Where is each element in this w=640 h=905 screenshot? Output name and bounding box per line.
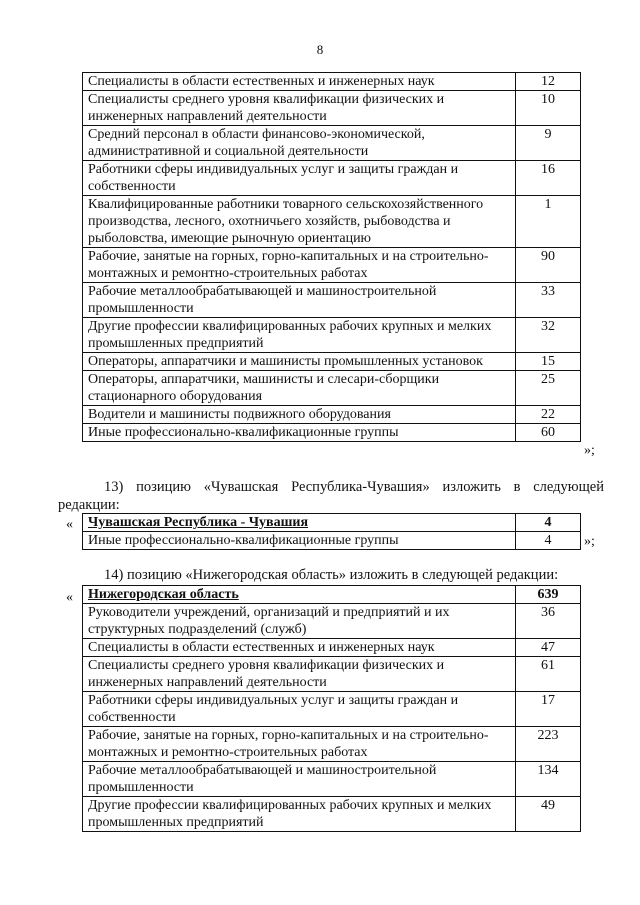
row-value: 22	[516, 406, 581, 424]
row-label: Операторы, аппаратчики, машинисты и слесари-сборщики стационарного оборудования	[83, 371, 516, 406]
row-label: Специалисты среднего уровня квалификации физических и инженерных направлений деятельности	[83, 91, 516, 126]
opening-quote-mark: «	[66, 590, 73, 605]
row-value: 223	[516, 727, 581, 762]
row-value: 60	[516, 424, 581, 442]
table-row	[83, 604, 581, 639]
row-value: 36	[516, 604, 581, 639]
closing-quote-mark: »;	[584, 534, 595, 549]
table-row	[83, 727, 581, 762]
table-row	[83, 126, 581, 161]
table-row	[83, 762, 581, 797]
region-name: Нижегородская область	[83, 586, 516, 604]
row-label: Работники сферы индивидуальных услуг и защиты граждан и собственности	[83, 692, 516, 727]
closing-quote-mark: »;	[584, 443, 595, 458]
table-row	[83, 73, 581, 91]
row-value: 32	[516, 318, 581, 353]
table-row	[83, 196, 581, 248]
row-label: Руководители учреждений, организаций и предприятий и их структурных подразделений (служб)	[83, 604, 516, 639]
table-row	[83, 692, 581, 727]
row-label: Иные профессионально-квалификационные группы	[83, 424, 516, 442]
table-row	[83, 353, 581, 371]
row-value: 25	[516, 371, 581, 406]
table-row	[83, 424, 581, 442]
row-label: Квалифицированные работники товарного сельскохозяйственного производства, лесного, охотничьего хозяйств, рыбоводства и рыболовства, имеющие рыночную ориентацию	[83, 196, 516, 248]
region-total: 639	[516, 586, 581, 604]
region-name: Чувашская Республика - Чувашия	[83, 514, 516, 532]
occupation-table-continued	[82, 72, 581, 442]
row-value: 90	[516, 248, 581, 283]
table-row	[83, 283, 581, 318]
row-label: Операторы, аппаратчики и машинисты промышленных установок	[83, 353, 516, 371]
table-row	[83, 248, 581, 283]
row-value: 61	[516, 657, 581, 692]
row-label: Работники сферы индивидуальных услуг и защиты граждан и собственности	[83, 161, 516, 196]
row-label: Средний персонал в области финансово-экономической, административной и социальной деятельности	[83, 126, 516, 161]
table-row	[83, 91, 581, 126]
row-value: 15	[516, 353, 581, 371]
row-value: 33	[516, 283, 581, 318]
row-value: 9	[516, 126, 581, 161]
row-label: Рабочие металлообрабатывающей и машиностроительной промышленности	[83, 762, 516, 797]
row-label: Водители и машинисты подвижного оборудования	[83, 406, 516, 424]
row-label: Специалисты среднего уровня квалификации физических и инженерных направлений деятельности	[83, 657, 516, 692]
row-value: 12	[516, 73, 581, 91]
row-label: Специалисты в области естественных и инженерных наук	[83, 73, 516, 91]
row-value: 17	[516, 692, 581, 727]
paragraph-13-line-1: 13) позицию «Чувашская Республика-Чувашия» изложить в следующей	[104, 479, 604, 495]
table-row	[83, 161, 581, 196]
row-label: Специалисты в области естественных и инженерных наук	[83, 639, 516, 657]
row-value: 4	[516, 532, 581, 550]
row-value: 49	[516, 797, 581, 832]
row-label: Другие профессии квалифицированных рабочих крупных и мелких промышленных предприятий	[83, 318, 516, 353]
table-row	[83, 797, 581, 832]
row-value: 16	[516, 161, 581, 196]
page-number: 8	[316, 42, 324, 57]
table-row	[83, 639, 581, 657]
table-row	[83, 406, 581, 424]
row-value: 134	[516, 762, 581, 797]
row-label: Рабочие металлообрабатывающей и машиностроительной промышленности	[83, 283, 516, 318]
row-value: 10	[516, 91, 581, 126]
paragraph-14: 14) позицию «Нижегородская область» изложить в следующей редакции:	[104, 567, 559, 583]
table-row-header	[83, 514, 581, 532]
table-row	[83, 371, 581, 406]
opening-quote-mark: «	[66, 517, 73, 532]
table-row	[83, 532, 581, 550]
row-label: Другие профессии квалифицированных рабочих крупных и мелких промышленных предприятий	[83, 797, 516, 832]
row-label: Рабочие, занятые на горных, горно-капитальных и на строительно-монтажных и ремонтно-строительных работах	[83, 248, 516, 283]
row-value: 47	[516, 639, 581, 657]
row-label: Иные профессионально-квалификационные группы	[83, 532, 516, 550]
table-row	[83, 318, 581, 353]
region-total: 4	[516, 514, 581, 532]
paragraph-13-line-2: редакции:	[58, 497, 120, 513]
row-label: Рабочие, занятые на горных, горно-капитальных и на строительно-монтажных и ремонтно-строительных работах	[83, 727, 516, 762]
chuvashia-table	[82, 513, 581, 550]
table-row-header	[83, 586, 581, 604]
table-row	[83, 657, 581, 692]
row-value: 1	[516, 196, 581, 248]
nizhny-novgorod-table	[82, 585, 581, 832]
